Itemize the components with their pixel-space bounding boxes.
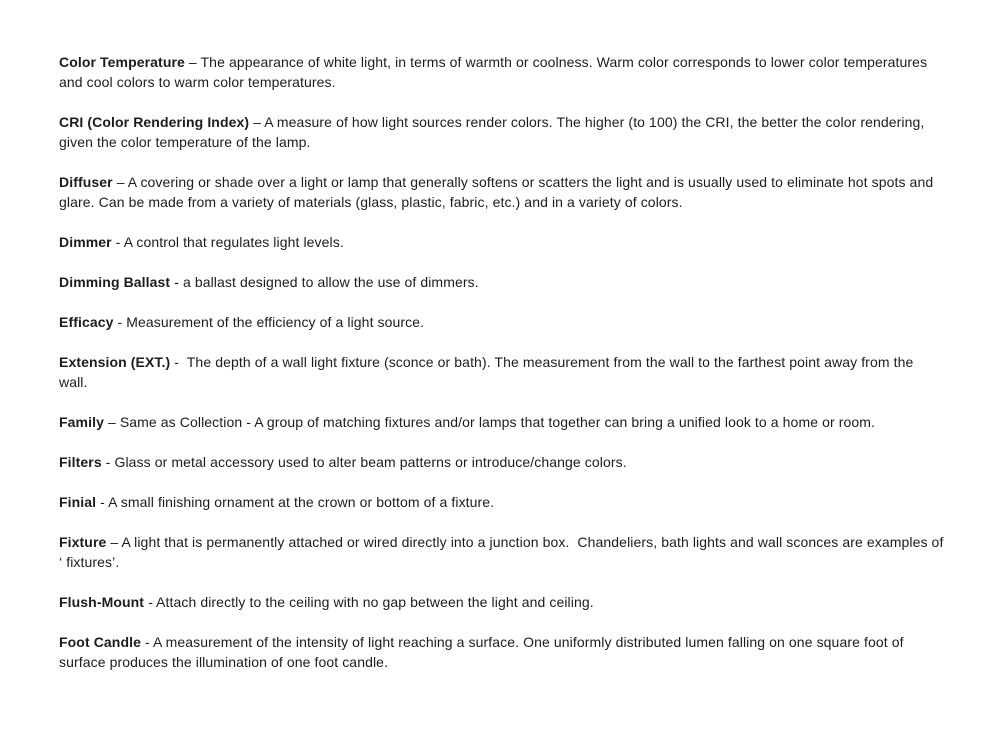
glossary-term: Finial (59, 494, 97, 510)
glossary-definition: – A measure of how light sources render colors. The higher (to 100) the CRI, the better the color rendering, given the color temperature of the lamp. (59, 114, 929, 150)
glossary-entry (59, 52, 944, 92)
glossary-entry (59, 312, 944, 332)
glossary-definition: – Same as Collection - A group of matching fixtures and/or lamps that together can bring a unified look to a home or room. (103, 414, 876, 430)
glossary-definition: - The depth of a wall light fixture (sconce or bath). The measurement from the wall to the farthest point away from the wall. (59, 354, 918, 390)
glossary-entry (59, 412, 944, 432)
glossary-term: Filters (59, 454, 102, 470)
glossary-entry (59, 352, 944, 392)
glossary-term: Color Temperature (59, 54, 185, 70)
glossary-definition: - a ballast designed to allow the use of dimmers. (170, 274, 479, 290)
glossary-term: Fixture (59, 534, 107, 550)
glossary-term: Dimming Ballast (59, 274, 171, 290)
glossary-definition: – A light that is permanently attached or wired directly into a junction box. Chandeliers, bath lights and wall sconces are examples of ‘ fixtures’. (59, 534, 948, 570)
glossary-definition: – A covering or shade over a light or lamp that generally softens or scatters the light and is usually used to eliminate hot spots and glare. Can be made from a variety of materials (glass, plastic, fabric, etc.) and in a variety of colors. (59, 174, 938, 210)
glossary-term: Flush-Mount (59, 594, 145, 610)
glossary-entry (59, 272, 944, 292)
glossary-definition: - A measurement of the intensity of light reaching a surface. One uniformly distributed lumen falling on one square foot of surface produces the illumination of one foot candle. (59, 634, 908, 670)
glossary-term: Family (59, 414, 104, 430)
glossary-definition: - Attach directly to the ceiling with no gap between the light and ceiling. (144, 594, 594, 610)
glossary-term: CRI (Color Rendering Index) (59, 114, 250, 130)
glossary-term: Diffuser (59, 174, 113, 190)
glossary-definition: - A control that regulates light levels. (111, 234, 344, 250)
glossary-entry (59, 492, 944, 512)
glossary-term: Dimmer (59, 234, 112, 250)
glossary-entry (59, 172, 944, 212)
glossary-entry (59, 592, 944, 612)
glossary-entry (59, 452, 944, 472)
glossary-entry (59, 532, 948, 572)
glossary-entry (59, 232, 944, 252)
glossary-term: Extension (EXT.) (59, 354, 171, 370)
glossary-entry (59, 632, 944, 672)
glossary-entry (59, 112, 944, 152)
glossary-definition: - Glass or metal accessory used to alter beam patterns or introduce/change colors. (101, 454, 627, 470)
glossary-definition: – The appearance of white light, in terms of warmth or coolness. Warm color corresponds to lower color temperatures and cool colors to warm color temperatures. (59, 54, 932, 90)
glossary-term: Foot Candle (59, 634, 141, 650)
glossary-definition: - Measurement of the efficiency of a light source. (113, 314, 425, 330)
glossary-term: Efficacy (59, 314, 114, 330)
glossary-definition: - A small finishing ornament at the crown or bottom of a fixture. (96, 494, 495, 510)
